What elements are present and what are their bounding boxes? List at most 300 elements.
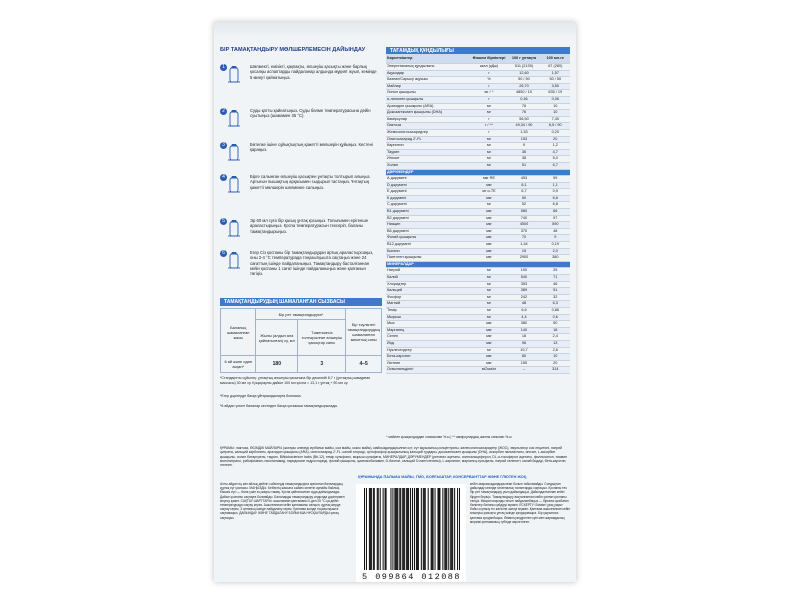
nutrition-cell: 71 xyxy=(541,275,570,282)
nutrition-cell: 242 xyxy=(507,294,540,301)
nutrition-cell: 20 xyxy=(541,360,570,367)
nutrition-cell: Энергетикалық құндылығы xyxy=(386,64,471,71)
vitamin-row xyxy=(386,182,570,189)
barcode-bar xyxy=(406,488,407,570)
barcode-bar xyxy=(421,488,422,570)
nutrition-cell: Калий xyxy=(386,275,471,282)
nutrition-cell: Е дәрумені xyxy=(386,189,471,196)
nutrition-cell: 2,6 xyxy=(541,347,570,354)
nutrition-cell: 8,1 xyxy=(507,182,540,189)
nutrition-cell: 2,4 xyxy=(541,334,570,341)
barcode-bar xyxy=(446,488,447,570)
nutrition-cell: 32 xyxy=(541,294,570,301)
mineral-row xyxy=(386,288,570,295)
nutrition-cell: мОсм/кг xyxy=(471,367,508,374)
nutrition-cell: 100 г ұнтақта xyxy=(507,54,540,64)
nutrition-cell: Докозагексаен қышқылы (DHA) xyxy=(386,110,471,117)
nutrition-cell: мг xyxy=(471,202,508,209)
step-number: 5 xyxy=(220,218,227,225)
nutrition-cell: 66 xyxy=(541,209,570,216)
nutrition-cell: мг xyxy=(471,149,508,156)
nutrition-cell: Марганец xyxy=(386,327,471,334)
nutrition-row xyxy=(386,136,570,143)
barcode-bar xyxy=(454,488,455,570)
nutrition-footnote: ^ майлен қышқылдардан сомасынан %-ы | ^^ көмірсулардың жалпы санынан %-ы xyxy=(386,435,512,439)
nutrition-cell: Таурин xyxy=(386,149,471,156)
nutrition-cell: Кальций xyxy=(386,288,471,295)
barcode-bar xyxy=(386,488,387,570)
nutrition-cell: мкг xyxy=(471,360,508,367)
barcode-bar xyxy=(394,488,395,570)
nutrition-cell: Бета-каротин xyxy=(386,354,471,361)
nutrition-cell: B1 дәрумені xyxy=(386,209,471,216)
nutrition-cell: 6,7 xyxy=(541,162,570,169)
feeding-schedule-table xyxy=(220,308,382,373)
nutrition-row xyxy=(386,96,570,103)
nutrition-cell: Фосфор xyxy=(386,294,471,301)
product-package-back xyxy=(214,22,576,582)
nutrition-cell: Көрсеткіштер xyxy=(386,54,471,64)
vitamin-row xyxy=(386,202,570,209)
nutrition-cell: мкг xyxy=(471,340,508,347)
nutrition-cell: 19,7 xyxy=(507,347,540,354)
nutrition-cell: 36 xyxy=(507,149,540,156)
nutrition-row xyxy=(386,116,570,123)
nutrition-cell: 56,50 xyxy=(507,116,540,123)
nutrition-cell: Пантотен қышқылы xyxy=(386,255,471,262)
nutrition-cell: B6 дәрумені xyxy=(386,228,471,235)
barcode-bar xyxy=(424,488,425,570)
nutrition-cell: 453 xyxy=(507,176,540,183)
vitamin-row xyxy=(386,235,570,242)
nutrition-cell: мг xyxy=(471,275,508,282)
barcode-bar xyxy=(383,488,384,570)
nutrition-cell: 635 / 19 xyxy=(541,90,570,97)
mineral-row xyxy=(386,334,570,341)
barcode-bar xyxy=(402,488,403,570)
nutrition-cell: Жемісолигосахаридтер xyxy=(386,129,471,136)
nutrition-title: ТАҒАМДЫҚ ҚҰНДЫЛЫҒЫ xyxy=(386,47,570,54)
nutrition-cell: г xyxy=(471,83,508,90)
vitamin-row xyxy=(386,189,570,196)
nutrition-cell: мг xyxy=(471,307,508,314)
nutrition-cell: % xyxy=(471,77,508,84)
nutrition-cell: α-линолен қышқылы xyxy=(386,96,471,103)
barcode-bar xyxy=(396,488,397,570)
barcode-number: 5 099864 012088 xyxy=(362,572,462,582)
barcode-bar xyxy=(366,488,367,570)
barcode-bar xyxy=(444,488,445,570)
step-text: Шөлмекті, емізікті, қақпақты, өлшеуіш қасықты және барлық қосалқы аспаптарды пайдаланар алдында мұқият жуып, кемінде 5 минут қайнатыңыз. xyxy=(250,64,377,80)
step-number: 4 xyxy=(220,174,227,181)
nutrition-cell: 389 xyxy=(507,288,540,295)
nutrition-cell: Натрий xyxy=(386,268,471,275)
nutrition-row xyxy=(386,123,570,130)
nutrition-row xyxy=(386,162,570,169)
nutrition-cell: мкг xyxy=(471,255,508,262)
nutrition-cell: 70 xyxy=(507,235,540,242)
nutrition-cell: 50 / 50 xyxy=(541,77,570,84)
vitamin-row xyxy=(386,242,570,249)
nutrition-cell: 51 xyxy=(541,288,570,295)
nutrition-cell: 6,6 xyxy=(507,307,540,314)
barcode-bar xyxy=(400,488,401,570)
schedule-head-water: Жылы (алдын ала қайнатылған) су, мл xyxy=(256,320,298,356)
nutrition-cell: мг xyxy=(471,301,508,308)
nutrition-cell: мкг xyxy=(471,242,508,249)
nutrition-cell: К дәрумені xyxy=(386,195,471,202)
vitamin-row xyxy=(386,215,570,222)
barcode-bar xyxy=(399,488,400,570)
schedule-note-3: *6 айдан үлкен балалар кестеден басқа қосымша тамақтандырылады. xyxy=(220,404,339,408)
nutrition-cell: 2,0 xyxy=(541,248,570,255)
nutrition-cell: мкг xyxy=(471,235,508,242)
nutrition-cell: 10 xyxy=(541,103,570,110)
instructions-left: Алты айдан ең көп айлық дейінгі сәбилерді тамақтандыруға арналған балалардың құрғақ сүт қоспасы. МАҢЫЗДЫ: Бебектің жасына сәйкес келетін арнайы байлық. Емшек сүті — бала үшін ең жақсы тамақ. Қоспа қайнатылған суда дайындалады. Дайын қоспаны сақтауға болмайды. Балаларды тамақтандыру алдында дәрігермен кеңесу қажет. САҚТАУ ШАРТТАРЫ: ашылмаған қаптаманы 0-ден 25 °С-қа дейін температурада сақтау керек. Ашылғаннан кейін қаптаманы салқын, құрғақ жерде сақтау керек, 3 аптаның ішінде пайдалану керек. Қаптама ішінде тоңазытқышта сақтамаңыз. ДАЙЫНДАУ ЖӘНЕ ТАЙДАЛАНУ БОЙЫНША НҰСҚАУЛАРДЫ қатаң сақтаңыз. xyxy=(220,482,345,520)
nutrition-cell: мг xyxy=(471,156,508,163)
nutrition-cell: мкг xyxy=(471,354,508,361)
nutrition-cell: мг xyxy=(471,162,508,169)
barcode-bar xyxy=(432,488,433,570)
nutrition-cell: 0,46 xyxy=(507,96,540,103)
mineral-row xyxy=(386,314,570,321)
nutrition-cell: Нуклеотидтер xyxy=(386,347,471,354)
schedule-note-2: *Егер дәрігерде басқа ұйғарымдаларға болмаса. xyxy=(220,394,302,398)
barcode-bar xyxy=(448,488,449,570)
barcode-bar xyxy=(431,488,432,570)
schedule-head-age: Баланың шамаланған жасы xyxy=(221,309,256,356)
barcode-bar xyxy=(418,488,419,570)
nutrition-cell: мкг xyxy=(471,182,508,189)
barcode-bar xyxy=(369,488,370,570)
barcode-bar xyxy=(438,488,439,570)
step-number: 3 xyxy=(220,142,227,149)
nutrition-cell: 314 xyxy=(541,367,570,374)
nutrition-cell: Фолий қышқылы xyxy=(386,235,471,242)
barcode-bar xyxy=(408,488,409,570)
nutrition-row xyxy=(386,90,570,97)
nutrition-cell: 511 (2139) xyxy=(507,64,540,71)
barcode-bar xyxy=(392,488,393,570)
nutrition-cell: 59 xyxy=(541,176,570,183)
nutrition-cell: 6,7 xyxy=(507,189,540,196)
nutrition-cell: мг xyxy=(471,136,508,143)
barcode-bar xyxy=(410,488,411,570)
nutrition-cell: 1,57 xyxy=(541,70,570,77)
vitamin-row xyxy=(386,209,570,216)
schedule-head-feeds: Бір тәуліктегі тамақтандырудың шамаланған жиынтық саны xyxy=(346,309,382,356)
vitamin-row xyxy=(386,195,570,202)
nutrition-cell: 10 xyxy=(541,354,570,361)
schedule-title: ТАМАҚТАНДЫРУДЫҢ ШАМАЛАНҒАН СЫЗБАСЫ xyxy=(220,298,382,306)
nutrition-cell: 4850 / 19 xyxy=(507,90,540,97)
nutrition-row xyxy=(386,83,570,90)
mineral-row xyxy=(386,327,570,334)
nutrition-cell: 48 xyxy=(507,301,540,308)
nutrition-row xyxy=(386,156,570,163)
mineral-row xyxy=(386,340,570,347)
nutrition-table xyxy=(386,54,570,374)
barcode-bar xyxy=(370,488,371,570)
nutrition-cell: г / ^^ xyxy=(471,123,508,130)
nutrition-cell: Казеин/Сарысу ақуызы xyxy=(386,77,471,84)
nutrition-cell: 10 xyxy=(541,110,570,117)
nutrition-cell: B2 дәрумені xyxy=(386,215,471,222)
schedule-head-scoops: Тәменшесіз толтырылған өлшеуіш қасықтар саны xyxy=(298,320,346,356)
nutrition-cell: мг / ^ xyxy=(471,90,508,97)
nutrition-cell: Инозит xyxy=(386,156,471,163)
nutrition-cell: – xyxy=(507,367,540,374)
schedule-feeds: 4–5 xyxy=(346,356,382,373)
nutrition-cell: мкг xyxy=(471,321,508,328)
nutrition-cell: мг xyxy=(471,294,508,301)
barcode-bar xyxy=(395,488,396,570)
nutrition-cell: Майлар xyxy=(386,83,471,90)
nutrition-cell: 2900 xyxy=(507,255,540,262)
nutrition-cell: Мыс xyxy=(386,321,471,328)
nutrition-row xyxy=(386,64,570,71)
nutrition-cell: мг xyxy=(471,281,508,288)
barcode-bars xyxy=(364,488,460,570)
nutrition-cell: 25 xyxy=(541,268,570,275)
mineral-row xyxy=(386,294,570,301)
nutrition-row xyxy=(386,149,570,156)
step-text: Егер Сіз қоспаны бір тамақтандырудан артық араластырсаңыз, оны 2-4 °С температурада тоңазытқышта сақтаңыз және 24 сағаттың ішінде пайдаланыңыз. Тамақтандыру басталғаннан кейін қоспаны 1 сағат ішінде пайдаланыңыз және қалғанын төгіңіз. xyxy=(250,250,374,277)
step-number: 6 xyxy=(220,250,227,257)
nutrition-cell: 6,8 xyxy=(541,202,570,209)
nutrition-row xyxy=(386,129,570,136)
mineral-row xyxy=(386,307,570,314)
nutrition-cell: 0,19 xyxy=(541,242,570,249)
nutrition-cell: мг xyxy=(471,347,508,354)
nutrition-header-row xyxy=(386,54,570,64)
barcode-bar xyxy=(450,488,451,570)
nutrition-cell: мкг xyxy=(471,327,508,334)
barcode-bar xyxy=(397,488,398,570)
nutrition-row xyxy=(386,143,570,150)
nutrition-cell: 9 xyxy=(507,143,540,150)
nutrition-cell: 80 xyxy=(507,354,540,361)
nutrition-cell: 18 xyxy=(507,334,540,341)
nutrition-cell: г xyxy=(471,96,508,103)
mineral-row xyxy=(386,354,570,361)
nutrition-cell: 26,70 xyxy=(507,83,540,90)
nutrition-cell: 51 xyxy=(507,162,540,169)
nutrition-cell: мкг xyxy=(471,209,508,216)
step-text: Эр 60 мл суға бір қасық ұнтақ қосыңыз. Толығымен ерігенше араластырыңыз. Қоспа температурасын тексеріп, баланы тамақтандырыңыз. xyxy=(250,218,369,234)
barcode-bar xyxy=(412,488,413,570)
vitamins-section-label: ДӘРУМЕНДЕР xyxy=(386,169,570,176)
nutrition-cell: мкг RE xyxy=(471,176,508,183)
barcode-bar xyxy=(378,488,379,570)
barcode-bar xyxy=(425,488,426,570)
nutrition-cell: 540 xyxy=(507,275,540,282)
nutrition-cell: 380 xyxy=(507,321,540,328)
nutrition-cell: Осмоляльділігі xyxy=(386,367,471,374)
barcode-bar xyxy=(437,488,438,570)
nutrition-cell: 155 xyxy=(507,360,540,367)
nutrition-cell: 153 xyxy=(507,136,540,143)
nutrition-row xyxy=(386,103,570,110)
nutrition-cell: Мырыш xyxy=(386,314,471,321)
barcode-bar xyxy=(445,488,446,570)
nutrition-cell: Өлшем бірліктері xyxy=(471,54,508,64)
nutrition-cell: Холин xyxy=(386,162,471,169)
nutrition-cell: 49,34 / 90 xyxy=(507,123,540,130)
schedule-scoops: 3 xyxy=(298,356,346,373)
mineral-row xyxy=(386,321,570,328)
nutrition-cell: Линол қышқылы xyxy=(386,90,471,97)
nutrition-cell: Биотин xyxy=(386,248,471,255)
minerals-section-label: МИНЕРАЛДАР xyxy=(386,261,570,268)
nutrition-cell: Темір xyxy=(386,307,471,314)
schedule-head-per-feed: Бір рет тамақтандыруға* xyxy=(256,309,346,320)
barcode-bar xyxy=(459,488,460,570)
nutrition-cell: мкг xyxy=(471,228,508,235)
barcode-bar xyxy=(435,488,436,570)
nutrition-cell: Селен xyxy=(386,334,471,341)
nutrition-cell: Ақуыздар xyxy=(386,70,471,77)
nutrition-cell: B12 дәрумені xyxy=(386,242,471,249)
nutrition-cell: мг xyxy=(471,103,508,110)
nutrition-cell: мкг xyxy=(471,215,508,222)
barcode-bar xyxy=(377,488,378,570)
nutrition-cell: 370 xyxy=(507,228,540,235)
nutrition-cell: 7,40 xyxy=(541,116,570,123)
nutrition-cell: 67 (280) xyxy=(541,64,570,71)
nutrition-cell: 97 xyxy=(541,215,570,222)
nutrition-cell: 4500 xyxy=(507,222,540,229)
composition-text: ҚҰРАМЫ: лактоза, ӨСІМДІК МАЙЛАРЫ (жоғары олеинді күнбағыс майы, соя майы, кокос майы), майсыздандырылған сүт, сүт ақуызының концентраты, желесолигосахаридтер (ЖОС), эмульгатор соя лецитині, натрий цитраты, кальций карбонаты, арахидон қышқылы (ARA), олигосахарид 2'-FL, калий хлориді, ортофосфор қышқылының кальций тұздары, докозагексаен қышқылы (DHA), аскорбин пальмитаты, инозит, L-аскорбин қышқылы, холин битартраты, таурин, Bifidobacterium lactis (Bb-12), темір сульфаты, мырыш сульфаты, МИНЕРАЛДАР, ДӘРУМЕНДЕР (ретинил ацетаты, холекальциферол, DL-α-токоферол ацетаты, филлохинон, тиамин мононитраты, рибофлавин, никотинамид, пиридоксин гидрохлориді, фолий қышқылы, цианокобаламин, D-биотин, кальций D-пантотенаты), L-карнитин, марганец сульфаты, натрий селениті, калий йодиді, бета-каротин, лютеин. xyxy=(220,446,567,468)
nutrition-cell: 5,0 xyxy=(541,156,570,163)
nutrition-cell: мкг xyxy=(471,195,508,202)
barcode xyxy=(356,484,466,582)
barcode-bar xyxy=(404,488,405,570)
barcode-bar xyxy=(407,488,408,570)
nutrition-cell: 580 xyxy=(507,209,540,216)
step-text: Суды қатты қайнатыңыз. Суды бөлме температурасына дейін суытыңыз (шамамен 35 °С). xyxy=(250,108,371,119)
step-number: 1 xyxy=(220,64,227,71)
nutrition-cell: 140 xyxy=(507,327,540,334)
nutrition-cell: 9 xyxy=(541,235,570,242)
barcode-bar xyxy=(371,488,372,570)
nutrition-cell: Магний xyxy=(386,301,471,308)
nutrition-cell: Хлоридтер xyxy=(386,281,471,288)
barcode-bar xyxy=(439,488,440,570)
nutrition-cell: мг xyxy=(471,110,508,117)
step-number: 2 xyxy=(220,108,227,115)
barcode-bar xyxy=(428,488,429,570)
nutrition-cell: 1,2 xyxy=(541,143,570,150)
nutrition-cell: 4,7 xyxy=(541,149,570,156)
nutrition-row xyxy=(386,110,570,117)
nutrition-cell: 50 xyxy=(541,321,570,328)
nutrition-cell: мг xyxy=(471,288,508,295)
nutrition-cell: 76 xyxy=(507,110,540,117)
barcode-bar xyxy=(451,488,452,570)
mineral-row xyxy=(386,367,570,374)
barcode-bar xyxy=(452,488,453,570)
nutrition-cell: 1,44 xyxy=(507,242,540,249)
nutrition-row xyxy=(386,77,570,84)
barcode-bar xyxy=(403,488,404,570)
nutrition-cell: 100 мл-ге xyxy=(541,54,570,64)
nutrition-cell: мкг xyxy=(471,248,508,255)
barcode-bar xyxy=(433,488,434,570)
barcode-bar xyxy=(423,488,424,570)
nutrition-cell: 1,1 xyxy=(541,182,570,189)
barcode-bar xyxy=(380,488,381,570)
vitamin-row xyxy=(386,222,570,229)
mineral-row xyxy=(386,360,570,367)
nutrition-cell: Көмірсулар xyxy=(386,116,471,123)
nutrition-row xyxy=(386,70,570,77)
nutrition-cell: 6,5 / 90 xyxy=(541,123,570,130)
nutrition-cell: 50 xyxy=(507,195,540,202)
nutrition-cell: 46 xyxy=(541,281,570,288)
nutrition-cell: 0,9 xyxy=(541,189,570,196)
nutrition-cell: 13 xyxy=(541,340,570,347)
minerals-section xyxy=(386,261,570,268)
nutrition-cell: ккал (кДж) xyxy=(471,64,508,71)
nutrition-cell: мг xyxy=(471,314,508,321)
nutrition-cell: Арахидон қышқылы (ARA) xyxy=(386,103,471,110)
nutrition-cell: 38 xyxy=(507,156,540,163)
nutrition-cell: 0,06 xyxy=(541,96,570,103)
nutrition-cell: мг xyxy=(471,143,508,150)
nutrition-cell: г xyxy=(471,129,508,136)
nutrition-cell: мг α-TE xyxy=(471,189,508,196)
nutrition-cell: Олигосахарид 2'-FL xyxy=(386,136,471,143)
barcode-bar xyxy=(364,488,365,570)
nutrition-cell: Лютеин xyxy=(386,360,471,367)
nutrition-cell: 6,6 xyxy=(541,195,570,202)
nutrition-cell: 1,53 xyxy=(507,129,540,136)
step-text: Бірге салынған өлшеуіш қасықпен ұнтақты толтырып алыңыз. Артығын пышақтың арқасымен сыдырып тастаңыз. Ұнтақтың қажетті мөлшерін шөлмекке салыңыз. xyxy=(250,174,371,190)
barcode-bar xyxy=(417,488,418,570)
nutrition-cell: 12,60 xyxy=(507,70,540,77)
nutrition-cell: 52 xyxy=(507,202,540,209)
vitamin-row xyxy=(386,248,570,255)
nutrition-cell: 4,4 xyxy=(507,314,540,321)
barcode-bar xyxy=(373,488,374,570)
vitamin-row xyxy=(386,176,570,183)
mineral-row xyxy=(386,268,570,275)
nutrition-cell: 15 xyxy=(507,248,540,255)
composition-warning: ҚҰРАМЫНДА ПАЛЬМА МАЙЫ, ГМО, БОЯҒЫШТАР, КОНСЕРВАНТТАР ЖӘНЕ ГЛЮТЕН ЖОҚ. xyxy=(358,475,528,479)
nutrition-cell: 190 xyxy=(507,268,540,275)
barcode-bar xyxy=(385,488,386,570)
nutrition-cell: Ниацин xyxy=(386,222,471,229)
nutrition-cell: г xyxy=(471,116,508,123)
nutrition-cell: 0,86 xyxy=(541,307,570,314)
nutrition-cell: 6,3 xyxy=(541,301,570,308)
nutrition-cell: Карнитин xyxy=(386,143,471,150)
nutrition-cell: С дәрумені xyxy=(386,202,471,209)
nutrition-cell: 590 xyxy=(541,222,570,229)
nutrition-cell: 20 xyxy=(541,136,570,143)
barcode-bar xyxy=(374,488,375,570)
instructions-right: кейін заярасыздандырылған болып табылмайды. Сондықтан дайындау кезінде гигиеналық талаптарды сақтаңыз. Қоспаны тек бір рет тамақтандыру үшін дайындаңыз. Дайындалғаннан кейін бірден беріңіз. Тамақтандыру аяқталғаннан кейін қалған қоспаны төгіңіз. Микротолқынды пешті пайдаланбаңыз — біркелкі қызбаған бөліктер баланы күйдіруі мүмкін. ЕСКЕРТУ: Емізікті ұзақ уақыт бойы сорғызу тіс жегісіне әкелуі мүмкін. Қаптама ашылғаннан кейін өлшеуіш қасықты ұнтақ ішінде қалдырмаңыз. Бір қырынсыз қаптама қолданбаңыз. Өнімнің өндірілген күні мен жарамдылық мерзімі қаптаманың түбінде көрсетілген. xyxy=(470,482,570,524)
nutrition-cell: 76 xyxy=(507,103,540,110)
vitamin-row xyxy=(386,255,570,262)
preparation-title: БІР ТАМАҚТАНДЫРУ МӨЛШЕРЛЕМЕСІН ДАЙЫНДАУ xyxy=(220,47,366,53)
step-text: Бөтелке ішіне сұйықтықтың қажетті мөлшерін құйыңыз. Кестені қараңыз. xyxy=(250,142,373,153)
nutrition-cell: 0,20 xyxy=(541,129,570,136)
nutrition-cell: 740 xyxy=(507,215,540,222)
barcode-bar xyxy=(414,488,415,570)
barcode-bar xyxy=(416,488,417,570)
